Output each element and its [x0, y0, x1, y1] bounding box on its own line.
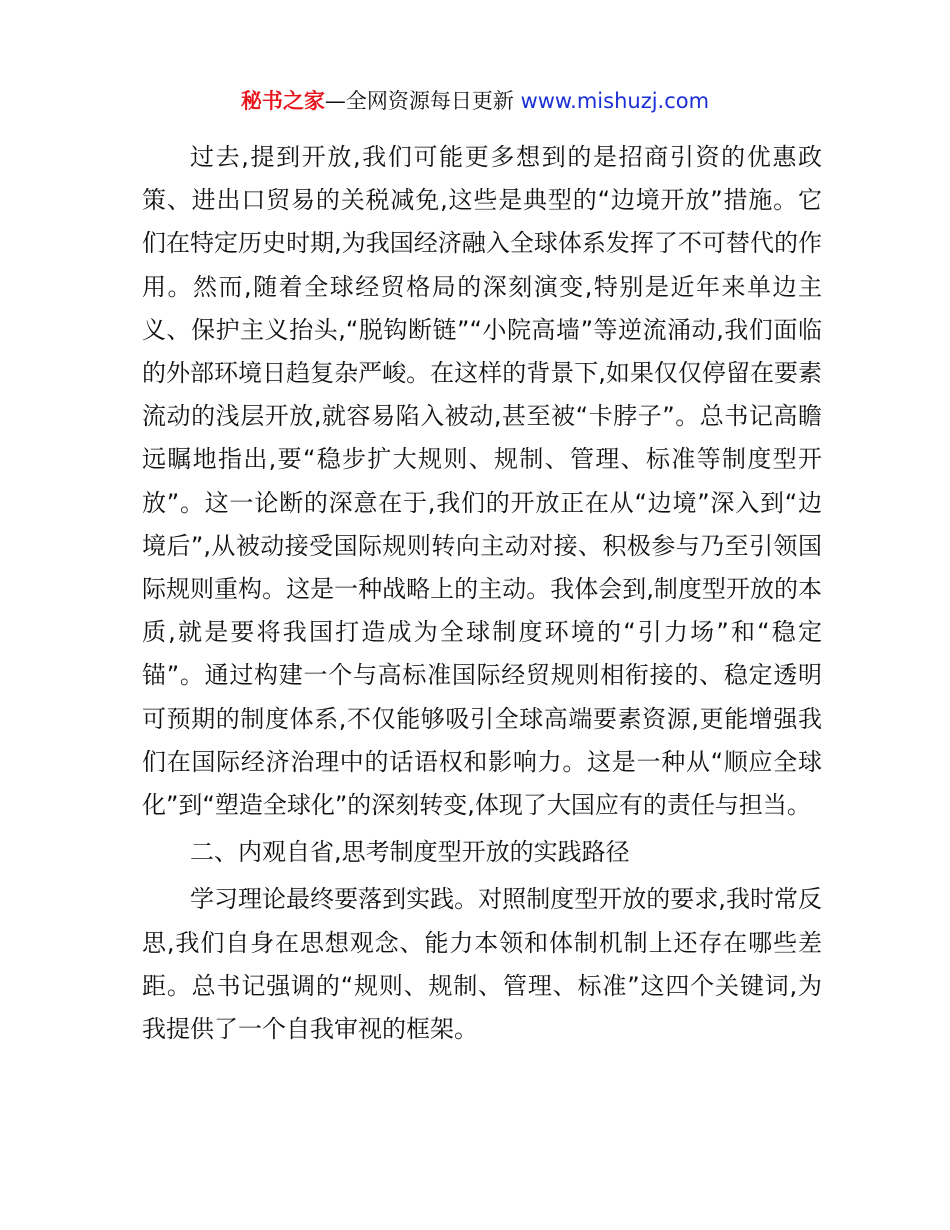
page-header	[0, 86, 950, 116]
site-tagline: —全网资源每日更新	[324, 89, 514, 113]
section-heading: 二、内观自省,思考制度型开放的实践路径	[190, 838, 630, 867]
body-paragraph: 过去,提到开放,我们可能更多想到的是招商引资的优惠政策、进出口贸易的关税减免,这些是典型的“边境开放”措施。它们在特定历史时期,为我国经济融入全球体系发挥了不可替代的作用。然而,随着全球经贸格局的深刻演变,特别是近年来单边主义、保护主义抬头,“脱钩断链”“小院高墙”等逆流涌动,我们面临的外部环境日趋复杂严峻。在这样的背景下,如果仅仅停留在要素流动的浅层开放,就容易陷入被动,甚至被“卡脖子”。总书记高瞻远瞩地指出,要“稳步扩大规则、规制、管理、标准等制度型开放”。这一论断的深意在于,我们的开放正在从“边境”深入到“边境后”,从被动接受国际规则转向主动对接、积极参与乃至引领国际规则重构。这是一种战略上的主动。我体会到,制度型开放的本质,就是要将我国打造成为全球制度环境的“引力场”和“稳定锚”。通过构建一个与高标准国际经贸规则相衔接的、稳定透明可预期的制度体系,不仅能够吸引全球高端要素资源,更能增强我们在国际经济治理中的话语权和影响力。这是一种从“顺应全球化”到“塑造全球化”的深刻转变,体现了大国应有的责任与担当。	[142, 143, 822, 820]
site-brand: 秘书之家	[240, 89, 325, 113]
body-paragraph: 学习理论最终要落到实践。对照制度型开放的要求,我时常反思,我们自身在思想观念、能力本领和体制机制上还存在哪些差距。总书记强调的“规则、规制、管理、标准”这四个关键词,为我提供了一个自我审视的框架。	[142, 885, 822, 1044]
document-body	[142, 136, 822, 1051]
site-url-link[interactable]: www.mishuzj.com	[520, 89, 710, 113]
